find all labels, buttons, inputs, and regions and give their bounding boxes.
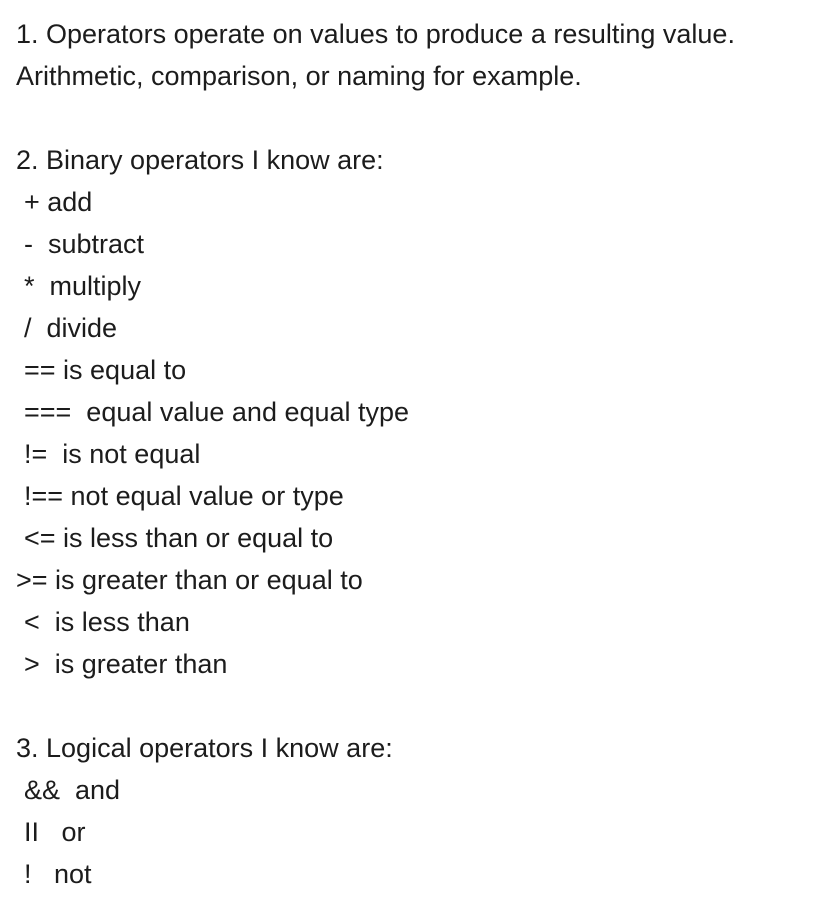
logical-operator-item: II or [24,817,86,847]
binary-operator-item: == is equal to [24,355,187,385]
binary-operator-item: + add [24,187,93,217]
binary-operator-item: === equal value and equal type [24,397,410,427]
section1-line2: Arithmetic, comparison, or naming for example. [16,61,582,91]
spacer [16,685,836,727]
binary-operator-item: > is greater than [24,649,228,679]
logical-operator-item: && and [24,775,121,805]
binary-operator-item: < is less than [24,607,190,637]
spacer [16,97,836,139]
binary-operator-item: - subtract [24,229,145,259]
binary-operator-item: >= is greater than or equal to [16,565,363,595]
binary-operator-item: !== not equal value or type [24,481,344,511]
binary-operator-item: * multiply [24,271,142,301]
binary-operator-item: / divide [24,313,118,343]
section1-line1: 1. Operators operate on values to produce a resulting value. [16,19,735,49]
logical-operator-item: ! not [24,859,92,889]
section3-heading: 3. Logical operators I know are: [16,733,393,763]
section2-heading: 2. Binary operators I know are: [16,145,384,175]
binary-operator-item: != is not equal [24,439,201,469]
binary-operator-item: <= is less than or equal to [24,523,334,553]
